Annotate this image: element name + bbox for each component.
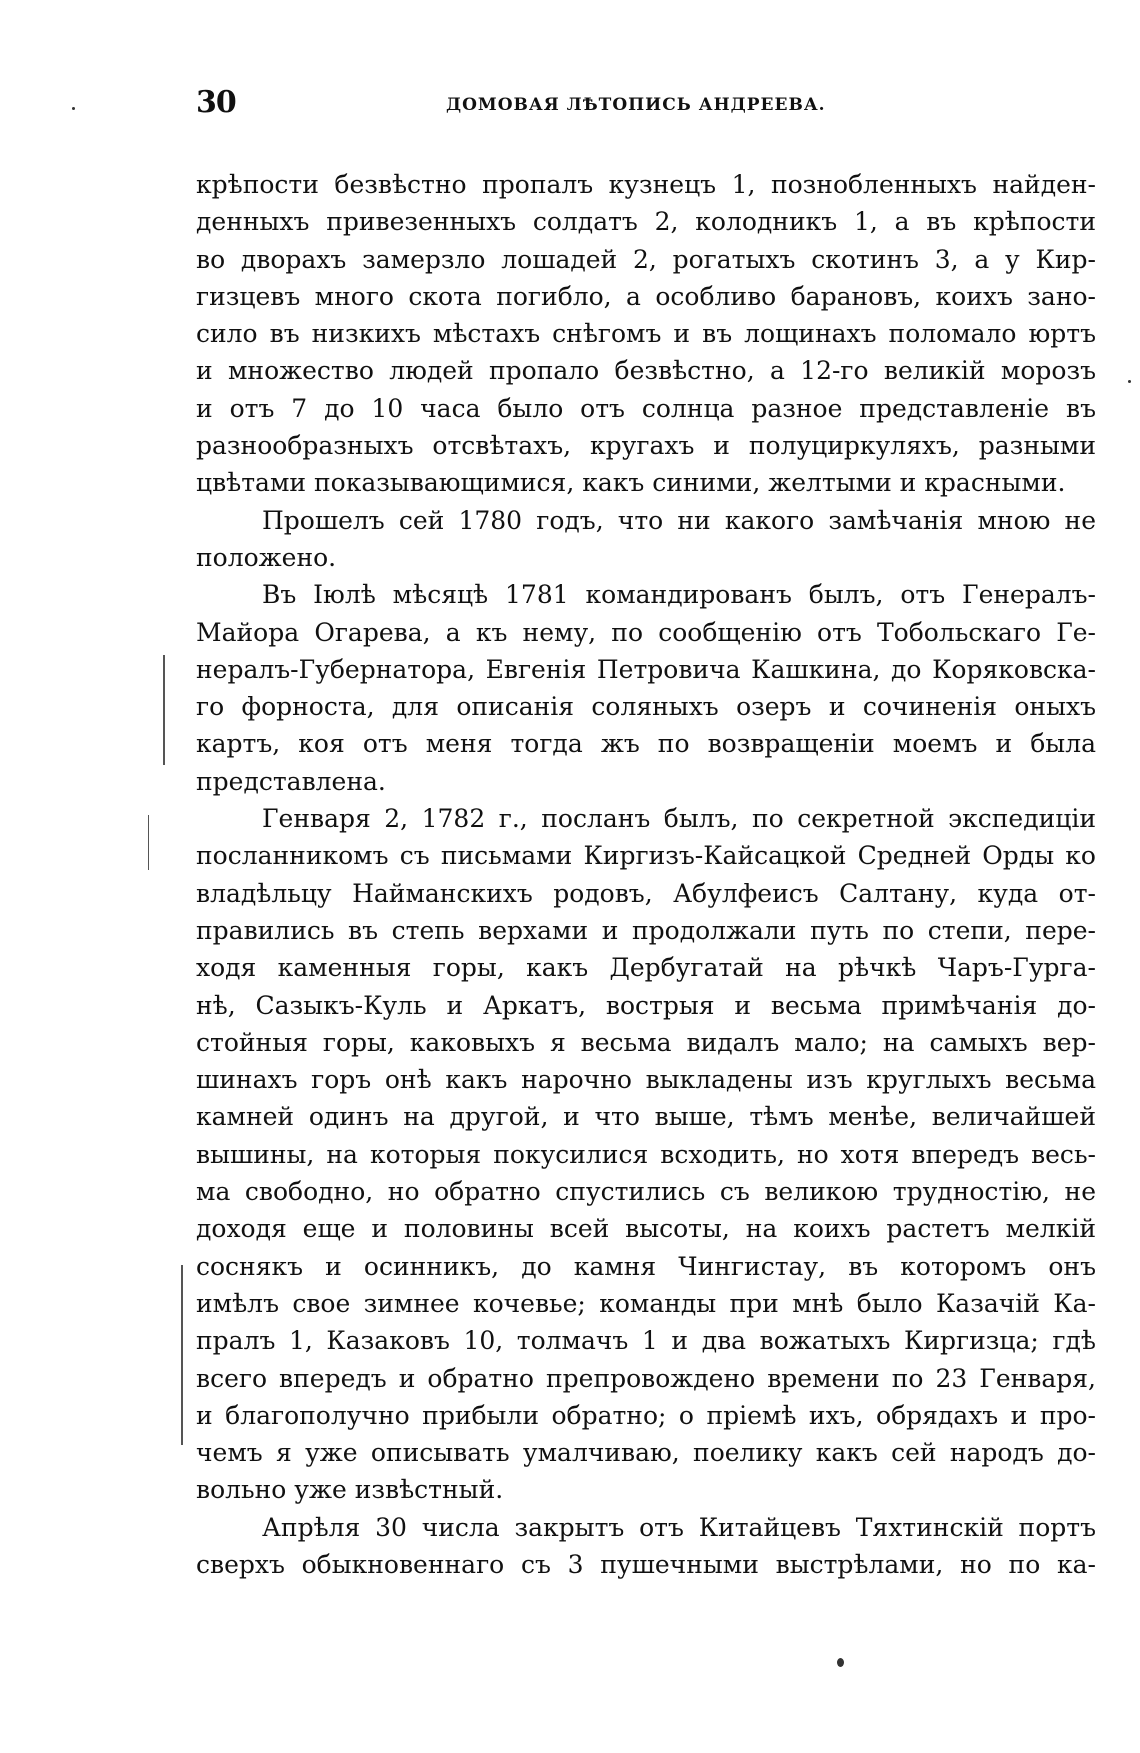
running-title: ДОМОВАЯ ЛѢТОПИСЬ АНДРЕЕВА. [446,95,826,115]
page-header [196,85,1098,125]
text-line: доходя еще и половины всей высоты, на коихъ растетъ мелкій [196,1214,1096,1244]
text-line: посланникомъ съ письмами Киргизъ-Кайсацкой Средней Орды ко [196,841,1096,871]
margin-mark [163,655,165,765]
text-line: чемъ я уже описывать умалчиваю, поелику какъ сей народъ до- [196,1438,1096,1468]
text-line: представлена. [196,766,386,796]
text-line: положено. [196,542,337,572]
text-line: вольно уже извѣстный. [196,1475,504,1505]
text-line: гизцевъ много скота погибло, а особливо барановъ, коихъ зано- [196,281,1096,311]
text-line: денныхъ привезенныхъ солдатъ 2, колодникъ 1, а въ крѣпости [196,207,1096,237]
text-line: ходя каменныя горы, какъ Дербугатай на рѣчкѣ Чаръ-Гурга- [196,953,1096,983]
text-line: всего впередъ и обратно препровождено времени по 23 Генваря, [196,1363,1096,1393]
text-line: пралъ 1, Казаковъ 10, толмачъ 1 и два вожатыхъ Киргизца; гдѣ [196,1326,1096,1356]
text-line: нералъ-Губернатора, Евгенія Петровича Кашкина, до Коряковска- [196,654,1096,684]
text-line: соснякъ и осинникъ, до камня Чингистау, въ которомъ онъ [196,1251,1096,1281]
text-line: крѣпости безвѣстно пропалъ кузнецъ 1, познобленныхъ найден- [196,170,1096,199]
text-line: ма свободно, но обратно спустились съ великою трудностію, не [196,1177,1096,1207]
text-line: правились въ степь верхами и продолжали путь по степи, пере- [196,915,1096,945]
paragraph-start-line: Прошелъ сей 1780 годъ, что ни какого замѣчанія мною не [262,505,1096,535]
text-line: нѣ, Сазыкъ-Куль и Аркатъ, вострыя и весьма примѣчанія до- [196,990,1096,1020]
paragraph-start-line: Генваря 2, 1782 г., посланъ былъ, по секретной экспедиціи [262,804,1096,834]
text-line: и множество людей пропало безвѣстно, а 12-го великій морозъ [196,356,1096,386]
page-number: 30 [196,85,236,120]
paragraph-start-line: Въ Іюлѣ мѣсяцѣ 1781 командированъ былъ, отъ Генералъ- [262,580,1096,610]
margin-mark [181,1265,183,1445]
scan-speck [1128,380,1131,383]
text-line: го форноста, для описанія соляныхъ озеръ и сочиненія оныхъ [196,692,1096,722]
text-line: и отъ 7 до 10 часа было отъ солнца разное представленіе въ [196,393,1096,423]
text-line: вышины, на которыя покусилися всходить, но хотя впередъ весь- [196,1139,1096,1169]
text-line: владѣльцу Найманскихъ родовъ, Абулфеисъ Салтану, куда от- [196,878,1096,908]
scan-speck [837,1658,844,1667]
text-line: стойныя горы, каковыхъ я весьма видалъ мало; на самыхъ вер- [196,1027,1096,1057]
paragraph-start-line: Апрѣля 30 числа закрытъ отъ Китайцевъ Тяхтинскій портъ [262,1512,1096,1542]
text-line: сило въ низкихъ мѣстахъ снѣгомъ и въ лощинахъ поломало юртъ [196,319,1096,349]
text-line: во дворахъ замерзло лошадей 2, рогатыхъ скотинъ 3, а у Кир- [196,244,1096,274]
text-line: Майора Огарева, а къ нему, по сообщенію отъ Тобольскаго Ге- [196,617,1096,647]
body-text [196,166,1096,1583]
text-line: картъ, коя отъ меня тогда жъ по возвращеніи моемъ и была [196,729,1096,759]
scan-speck [72,107,75,110]
text-line: разнообразныхъ отсвѣтахъ, кругахъ и полуциркуляхъ, разными [196,431,1096,461]
text-line: цвѣтами показывающимися, какъ синими, желтыми и красными. [196,468,1066,498]
text-line: сверхъ обыкновеннаго съ 3 пушечными выстрѣлами, но по ка- [196,1549,1096,1579]
text-line: камней одинъ на другой, и что выше, тѣмъ менѣе, величайшей [196,1102,1096,1132]
text-line: имѣлъ свое зимнее кочевье; команды при мнѣ было Казачій Ка- [196,1288,1096,1318]
margin-mark [148,815,149,870]
text-line: шинахъ горъ онѣ какъ нарочно выкладены изъ круглыхъ весьма [196,1065,1096,1095]
text-line: и благополучно прибыли обратно; о пріемѣ ихъ, обрядахъ и про- [196,1400,1096,1430]
